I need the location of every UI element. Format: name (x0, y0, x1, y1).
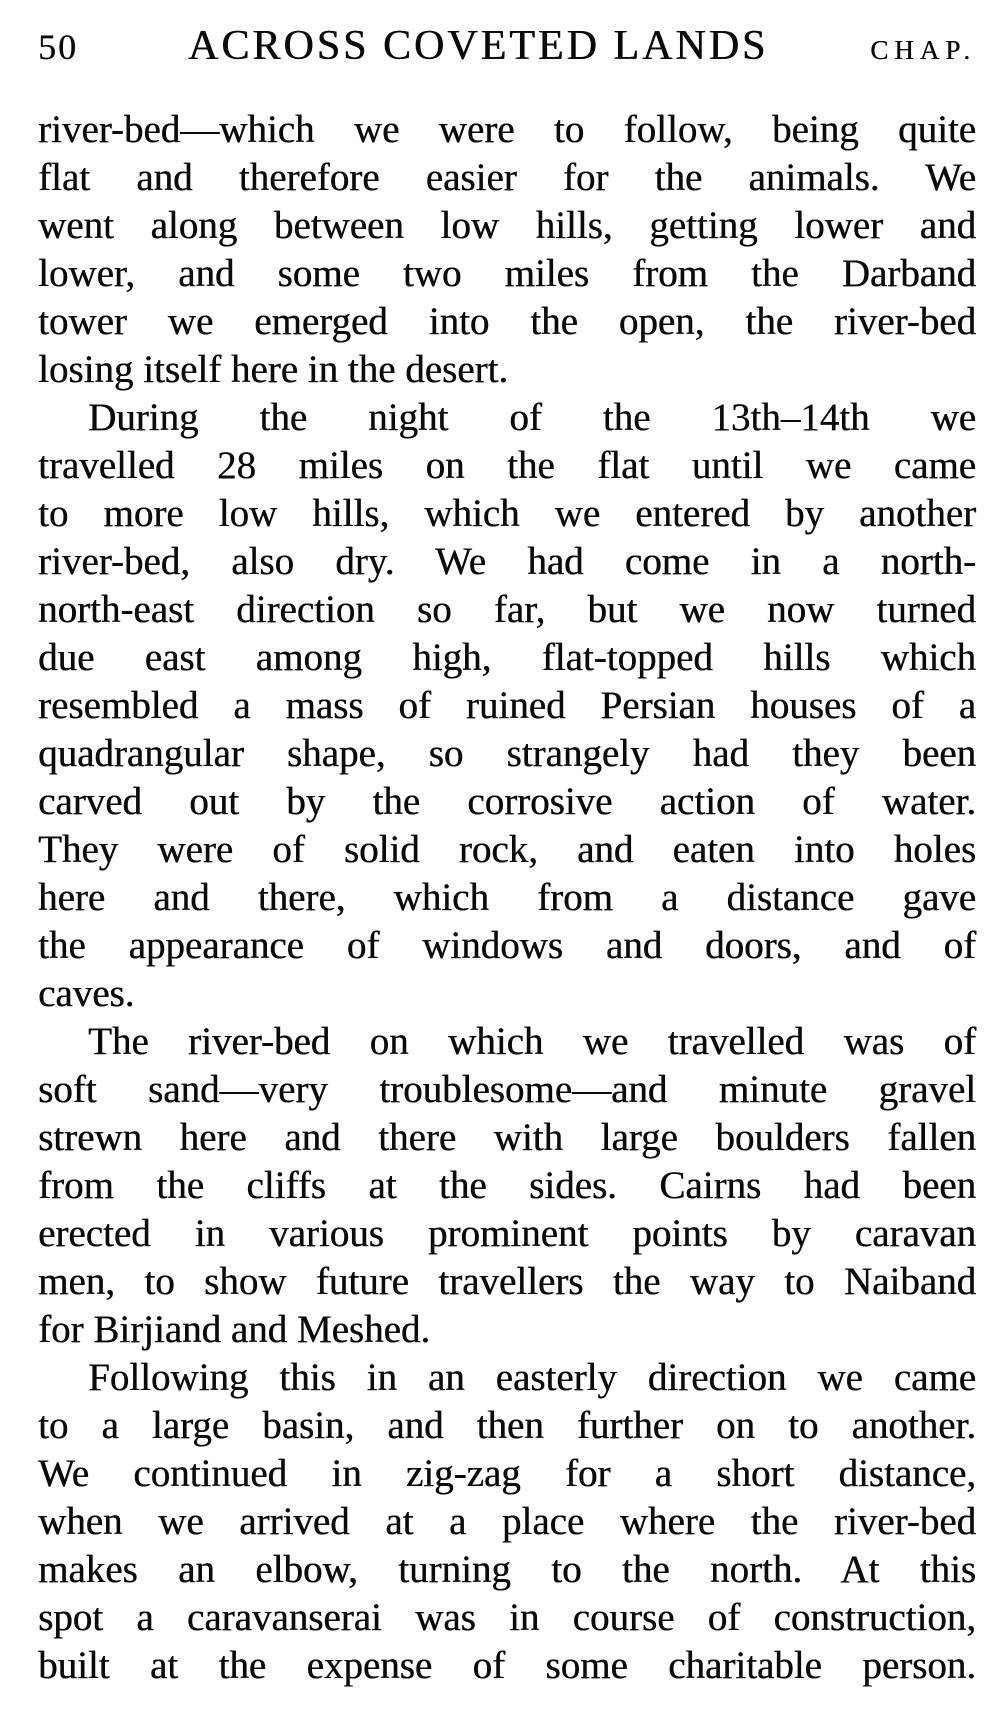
body-line: makes an elbow, turning to the north. At this (38, 1548, 976, 1591)
body-text (38, 106, 976, 1690)
body-line: soft sand—very troublesome—and minute gravel (38, 1068, 976, 1111)
running-title: ACROSS COVETED LANDS (187, 23, 769, 69)
body-line: travelled 28 miles on the flat until we came (38, 444, 976, 487)
paragraph (38, 394, 976, 1018)
body-line: Following this in an easterly direction we came (88, 1356, 976, 1399)
body-line: here and there, which from a distance gave (38, 876, 976, 919)
paragraph (38, 106, 976, 394)
body-line: the appearance of windows and doors, and of (38, 924, 976, 967)
body-line: flat and therefore easier for the animals. We (38, 156, 976, 199)
body-line: They were of solid rock, and eaten into holes (38, 828, 976, 871)
body-line: spot a caravanserai was in course of construction, (38, 1596, 976, 1639)
body-line: tower we emerged into the open, the river-bed (38, 300, 976, 343)
body-line: for Birjiand and Meshed. (38, 1308, 431, 1351)
body-line: resembled a mass of ruined Persian houses of a (38, 684, 976, 727)
body-line: due east among high, flat-topped hills which (38, 636, 976, 679)
body-line: men, to show future travellers the way to Naiband (38, 1260, 976, 1303)
chapter-label: CHAP. (870, 35, 976, 65)
body-line: During the night of the 13th–14th we (88, 396, 976, 439)
body-line: lower, and some two miles from the Darband (38, 252, 976, 295)
body-line: north-east direction so far, but we now turned (38, 588, 976, 631)
body-line: losing itself here in the desert. (38, 348, 509, 391)
paragraph (38, 1018, 976, 1354)
body-line: We continued in zig-zag for a short distance, (38, 1452, 976, 1495)
body-line: to a large basin, and then further on to another. (38, 1404, 976, 1447)
paragraph (38, 1354, 976, 1690)
body-line: The river-bed on which we travelled was of (88, 1020, 976, 1063)
body-line: caves. (38, 972, 135, 1015)
body-line: carved out by the corrosive action of water. (38, 780, 976, 823)
running-header (38, 22, 976, 70)
body-line: built at the expense of some charitable person. (38, 1644, 976, 1687)
body-line: from the cliffs at the sides. Cairns had been (38, 1164, 976, 1207)
body-line: river-bed, also dry. We had come in a north- (38, 540, 976, 583)
body-line: when we arrived at a place where the river-bed (38, 1500, 976, 1543)
body-line: river-bed—which we were to follow, being quite (38, 108, 976, 151)
body-line: went along between low hills, getting lower and (38, 204, 976, 247)
body-line: strewn here and there with large boulders fallen (38, 1116, 976, 1159)
page-number: 50 (38, 27, 78, 67)
body-line: to more low hills, which we entered by another (38, 492, 976, 535)
body-line: erected in various prominent points by caravan (38, 1212, 976, 1255)
body-line: quadrangular shape, so strangely had they been (38, 732, 976, 775)
